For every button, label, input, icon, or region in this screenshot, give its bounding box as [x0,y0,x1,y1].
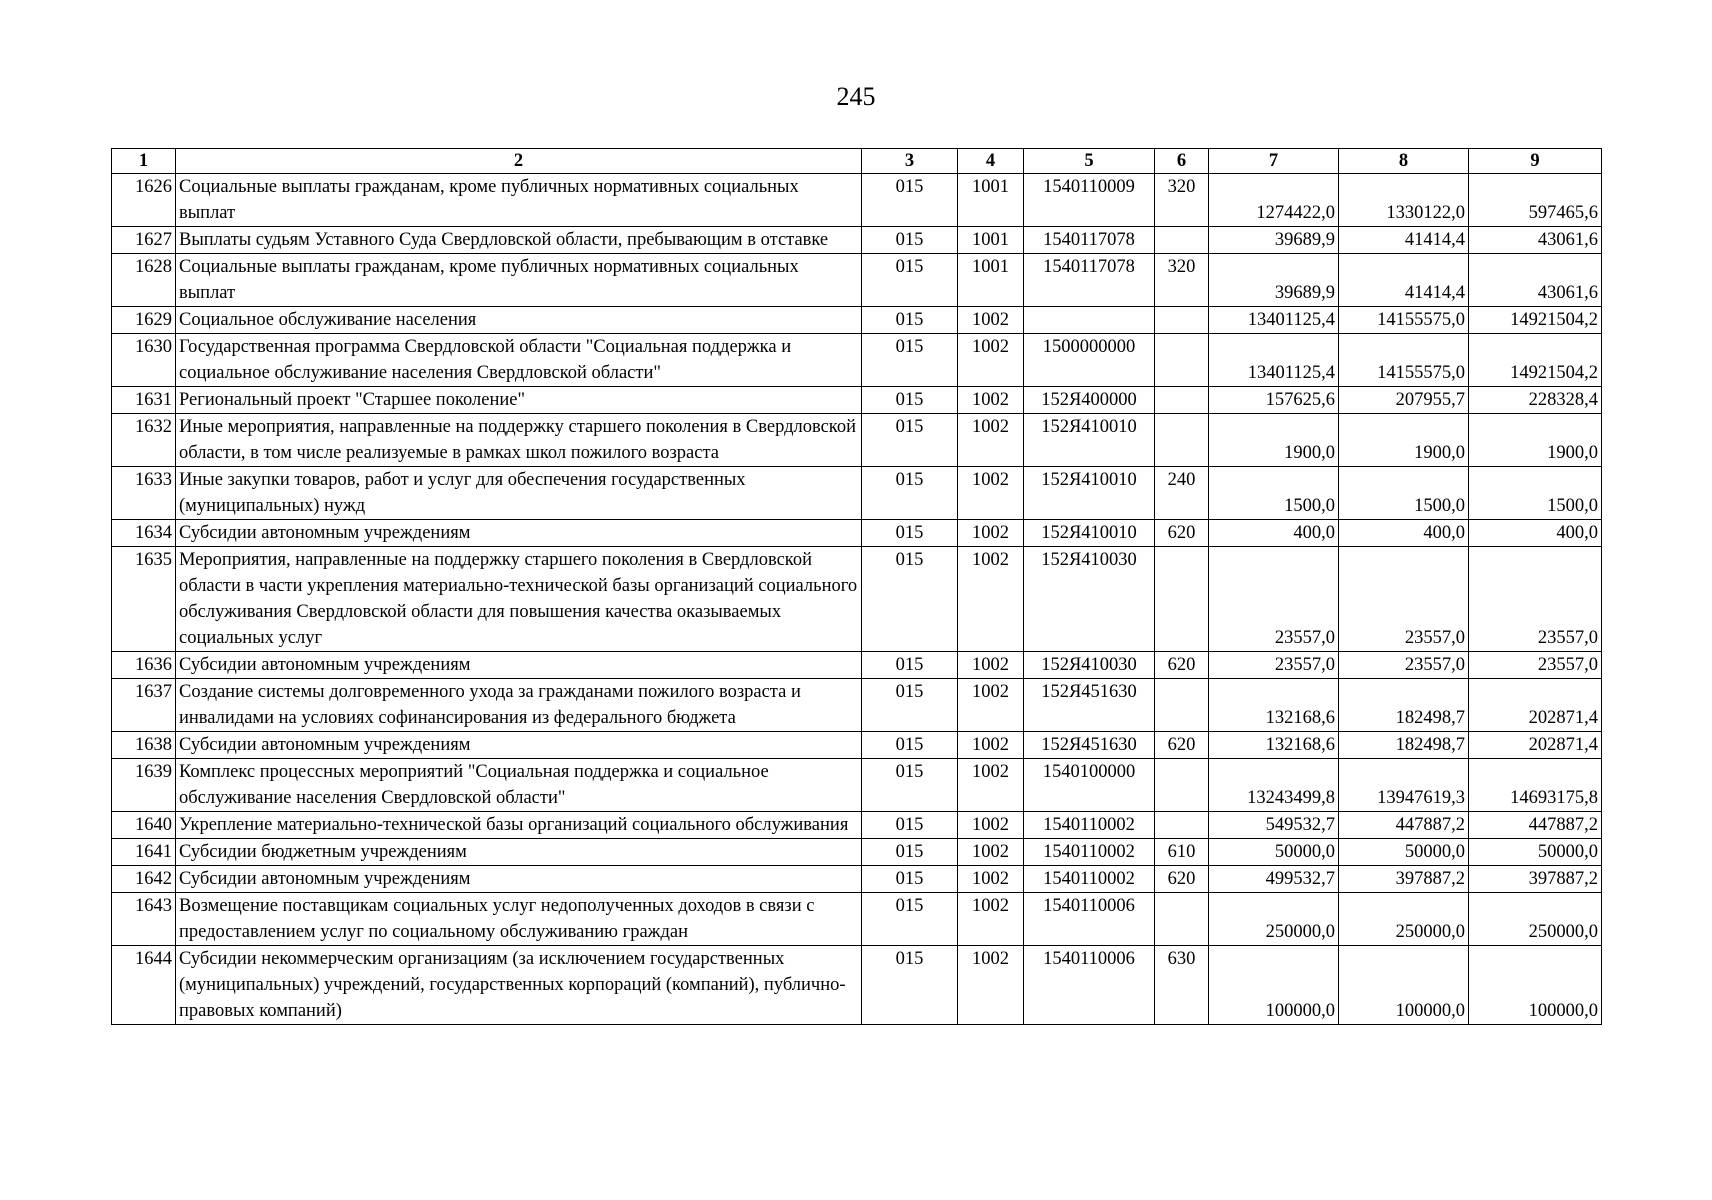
amount-col9-cell: 23557,0 [1469,547,1602,652]
row-number-cell: 1638 [112,732,176,759]
section-code-cell: 1002 [958,812,1024,839]
row-number-cell: 1628 [112,254,176,307]
section-code-cell: 1001 [958,254,1024,307]
amount-col7-cell: 39689,9 [1209,227,1339,254]
admin-code-cell: 015 [862,387,958,414]
target-article-cell: 152Я410010 [1024,467,1155,520]
amount-col9-cell: 1500,0 [1469,467,1602,520]
admin-code-cell: 015 [862,467,958,520]
section-code-cell: 1002 [958,334,1024,387]
amount-col8-cell: 182498,7 [1339,679,1469,732]
target-article-cell [1024,307,1155,334]
table-body [112,174,1602,1025]
amount-col9-cell: 597465,6 [1469,174,1602,227]
target-article-cell: 1540110006 [1024,946,1155,1025]
amount-col7-cell: 499532,7 [1209,866,1339,893]
table-row [112,812,1602,839]
row-name-cell: Субсидии автономным учреждениям [176,732,862,759]
target-article-cell: 1540110002 [1024,812,1155,839]
admin-code-cell: 015 [862,679,958,732]
admin-code-cell: 015 [862,414,958,467]
amount-col9-cell: 100000,0 [1469,946,1602,1025]
table-row [112,414,1602,467]
row-number-cell: 1631 [112,387,176,414]
budget-table [111,148,1602,1025]
target-article-cell: 1540117078 [1024,227,1155,254]
amount-col8-cell: 41414,4 [1339,254,1469,307]
expense-type-cell [1155,334,1209,387]
amount-col7-cell: 13243499,8 [1209,759,1339,812]
admin-code-cell: 015 [862,254,958,307]
row-number-cell: 1640 [112,812,176,839]
row-number-cell: 1634 [112,520,176,547]
amount-col7-cell: 1500,0 [1209,467,1339,520]
admin-code-cell: 015 [862,893,958,946]
table-row [112,387,1602,414]
target-article-cell: 1540100000 [1024,759,1155,812]
table-row [112,254,1602,307]
admin-code-cell: 015 [862,866,958,893]
expense-type-cell [1155,893,1209,946]
amount-col7-cell: 400,0 [1209,520,1339,547]
table-row [112,174,1602,227]
target-article-cell: 1540117078 [1024,254,1155,307]
target-article-cell: 152Я400000 [1024,387,1155,414]
table-row [112,547,1602,652]
table-header-row [112,149,1602,174]
amount-col7-cell: 13401125,4 [1209,334,1339,387]
expense-type-cell [1155,759,1209,812]
row-name-cell: Субсидии автономным учреждениям [176,866,862,893]
section-code-cell: 1002 [958,893,1024,946]
table-row [112,759,1602,812]
amount-col8-cell: 447887,2 [1339,812,1469,839]
expense-type-cell: 610 [1155,839,1209,866]
amount-col8-cell: 23557,0 [1339,547,1469,652]
section-code-cell: 1001 [958,174,1024,227]
row-name-cell: Комплекс процессных мероприятий "Социальная поддержка и социальное обслуживание населения Свердловской области" [176,759,862,812]
target-article-cell: 152Я410030 [1024,547,1155,652]
expense-type-cell: 620 [1155,866,1209,893]
amount-col7-cell: 100000,0 [1209,946,1339,1025]
amount-col7-cell: 549532,7 [1209,812,1339,839]
amount-col7-cell: 1900,0 [1209,414,1339,467]
row-name-cell: Социальные выплаты гражданам, кроме публичных нормативных социальных выплат [176,254,862,307]
row-number-cell: 1636 [112,652,176,679]
expense-type-cell [1155,227,1209,254]
section-code-cell: 1002 [958,387,1024,414]
amount-col7-cell: 250000,0 [1209,893,1339,946]
amount-col9-cell: 228328,4 [1469,387,1602,414]
target-article-cell: 1540110006 [1024,893,1155,946]
expense-type-cell [1155,414,1209,467]
amount-col7-cell: 13401125,4 [1209,307,1339,334]
column-header: 5 [1024,149,1155,174]
expense-type-cell: 620 [1155,732,1209,759]
expense-type-cell: 620 [1155,520,1209,547]
row-name-cell: Субсидии автономным учреждениям [176,520,862,547]
column-header: 6 [1155,149,1209,174]
section-code-cell: 1002 [958,732,1024,759]
row-name-cell: Социальные выплаты гражданам, кроме публичных нормативных социальных выплат [176,174,862,227]
row-name-cell: Субсидии автономным учреждениям [176,652,862,679]
row-number-cell: 1641 [112,839,176,866]
admin-code-cell: 015 [862,520,958,547]
amount-col8-cell: 400,0 [1339,520,1469,547]
target-article-cell: 1540110002 [1024,866,1155,893]
row-name-cell: Социальное обслуживание населения [176,307,862,334]
section-code-cell: 1002 [958,839,1024,866]
amount-col8-cell: 397887,2 [1339,866,1469,893]
column-header: 7 [1209,149,1339,174]
amount-col7-cell: 23557,0 [1209,547,1339,652]
amount-col9-cell: 1900,0 [1469,414,1602,467]
table-row [112,893,1602,946]
row-number-cell: 1626 [112,174,176,227]
column-header: 4 [958,149,1024,174]
row-number-cell: 1643 [112,893,176,946]
amount-col9-cell: 397887,2 [1469,866,1602,893]
expense-type-cell: 320 [1155,174,1209,227]
section-code-cell: 1002 [958,946,1024,1025]
row-name-cell: Субсидии бюджетным учреждениям [176,839,862,866]
target-article-cell: 152Я410010 [1024,414,1155,467]
row-name-cell: Иные закупки товаров, работ и услуг для обеспечения государственных (муниципальных) нужд [176,467,862,520]
row-number-cell: 1642 [112,866,176,893]
row-name-cell: Региональный проект "Старшее поколение" [176,387,862,414]
section-code-cell: 1002 [958,414,1024,467]
row-name-cell: Государственная программа Свердловской области "Социальная поддержка и социальное обслуживание населения Свердловской области" [176,334,862,387]
table-row [112,866,1602,893]
admin-code-cell: 015 [862,174,958,227]
amount-col8-cell: 182498,7 [1339,732,1469,759]
amount-col7-cell: 23557,0 [1209,652,1339,679]
expense-type-cell: 620 [1155,652,1209,679]
table-row [112,839,1602,866]
target-article-cell: 152Я410030 [1024,652,1155,679]
row-name-cell: Мероприятия, направленные на поддержку старшего поколения в Свердловской области в части укрепления материально-технической базы организаций социального обслуживания Свердловской области для повышения качества оказываемых социальных услуг [176,547,862,652]
section-code-cell: 1002 [958,307,1024,334]
amount-col9-cell: 400,0 [1469,520,1602,547]
amount-col7-cell: 39689,9 [1209,254,1339,307]
amount-col7-cell: 157625,6 [1209,387,1339,414]
row-name-cell: Укрепление материально-технической базы организаций социального обслуживания [176,812,862,839]
table-row [112,307,1602,334]
expense-type-cell [1155,679,1209,732]
amount-col8-cell: 250000,0 [1339,893,1469,946]
amount-col9-cell: 43061,6 [1469,254,1602,307]
admin-code-cell: 015 [862,839,958,866]
section-code-cell: 1002 [958,520,1024,547]
admin-code-cell: 015 [862,307,958,334]
amount-col9-cell: 50000,0 [1469,839,1602,866]
target-article-cell: 1500000000 [1024,334,1155,387]
amount-col7-cell: 132168,6 [1209,732,1339,759]
target-article-cell: 152Я451630 [1024,679,1155,732]
row-name-cell: Иные мероприятия, направленные на поддержку старшего поколения в Свердловской области, в том числе реализуемые в рамках школ пожилого возраста [176,414,862,467]
expense-type-cell [1155,547,1209,652]
admin-code-cell: 015 [862,547,958,652]
target-article-cell: 152Я410010 [1024,520,1155,547]
amount-col8-cell: 207955,7 [1339,387,1469,414]
row-number-cell: 1630 [112,334,176,387]
target-article-cell: 1540110009 [1024,174,1155,227]
row-number-cell: 1632 [112,414,176,467]
table-row [112,732,1602,759]
amount-col9-cell: 250000,0 [1469,893,1602,946]
table-row [112,679,1602,732]
table-row [112,467,1602,520]
column-header: 3 [862,149,958,174]
amount-col9-cell: 14921504,2 [1469,307,1602,334]
amount-col8-cell: 1500,0 [1339,467,1469,520]
section-code-cell: 1002 [958,547,1024,652]
section-code-cell: 1002 [958,759,1024,812]
expense-type-cell: 630 [1155,946,1209,1025]
admin-code-cell: 015 [862,227,958,254]
section-code-cell: 1002 [958,467,1024,520]
row-name-cell: Возмещение поставщикам социальных услуг недополученных доходов в связи с предоставлением услуг по социальному обслуживанию граждан [176,893,862,946]
row-number-cell: 1644 [112,946,176,1025]
target-article-cell: 1540110002 [1024,839,1155,866]
amount-col9-cell: 23557,0 [1469,652,1602,679]
table-row [112,520,1602,547]
amount-col9-cell: 14693175,8 [1469,759,1602,812]
amount-col9-cell: 43061,6 [1469,227,1602,254]
amount-col9-cell: 202871,4 [1469,679,1602,732]
amount-col7-cell: 1274422,0 [1209,174,1339,227]
admin-code-cell: 015 [862,812,958,839]
amount-col8-cell: 13947619,3 [1339,759,1469,812]
table-row [112,227,1602,254]
column-header: 8 [1339,149,1469,174]
admin-code-cell: 015 [862,732,958,759]
target-article-cell: 152Я451630 [1024,732,1155,759]
row-number-cell: 1639 [112,759,176,812]
amount-col9-cell: 14921504,2 [1469,334,1602,387]
admin-code-cell: 015 [862,652,958,679]
column-header: 9 [1469,149,1602,174]
admin-code-cell: 015 [862,946,958,1025]
row-number-cell: 1635 [112,547,176,652]
table-row [112,946,1602,1025]
section-code-cell: 1001 [958,227,1024,254]
row-name-cell: Субсидии некоммерческим организациям (за исключением государственных (муниципальных) учреждений, государственных корпораций (компаний), публично-правовых компаний) [176,946,862,1025]
amount-col8-cell: 100000,0 [1339,946,1469,1025]
row-name-cell: Выплаты судьям Уставного Суда Свердловской области, пребывающим в отставке [176,227,862,254]
amount-col7-cell: 50000,0 [1209,839,1339,866]
amount-col8-cell: 14155575,0 [1339,307,1469,334]
amount-col7-cell: 132168,6 [1209,679,1339,732]
amount-col8-cell: 50000,0 [1339,839,1469,866]
admin-code-cell: 015 [862,334,958,387]
amount-col8-cell: 23557,0 [1339,652,1469,679]
amount-col8-cell: 1330122,0 [1339,174,1469,227]
expense-type-cell [1155,387,1209,414]
amount-col9-cell: 447887,2 [1469,812,1602,839]
row-name-cell: Создание системы долговременного ухода за гражданами пожилого возраста и инвалидами на условиях софинансирования из федерального бюджета [176,679,862,732]
row-number-cell: 1627 [112,227,176,254]
expense-type-cell [1155,812,1209,839]
expense-type-cell: 320 [1155,254,1209,307]
table-row [112,334,1602,387]
expense-type-cell: 240 [1155,467,1209,520]
amount-col9-cell: 202871,4 [1469,732,1602,759]
section-code-cell: 1002 [958,679,1024,732]
amount-col8-cell: 14155575,0 [1339,334,1469,387]
section-code-cell: 1002 [958,652,1024,679]
page-number: 245 [836,82,876,111]
admin-code-cell: 015 [862,759,958,812]
column-header: 2 [176,149,862,174]
row-number-cell: 1633 [112,467,176,520]
table-row [112,652,1602,679]
row-number-cell: 1629 [112,307,176,334]
column-header: 1 [112,149,176,174]
expense-type-cell [1155,307,1209,334]
row-number-cell: 1637 [112,679,176,732]
section-code-cell: 1002 [958,866,1024,893]
amount-col8-cell: 1900,0 [1339,414,1469,467]
amount-col8-cell: 41414,4 [1339,227,1469,254]
